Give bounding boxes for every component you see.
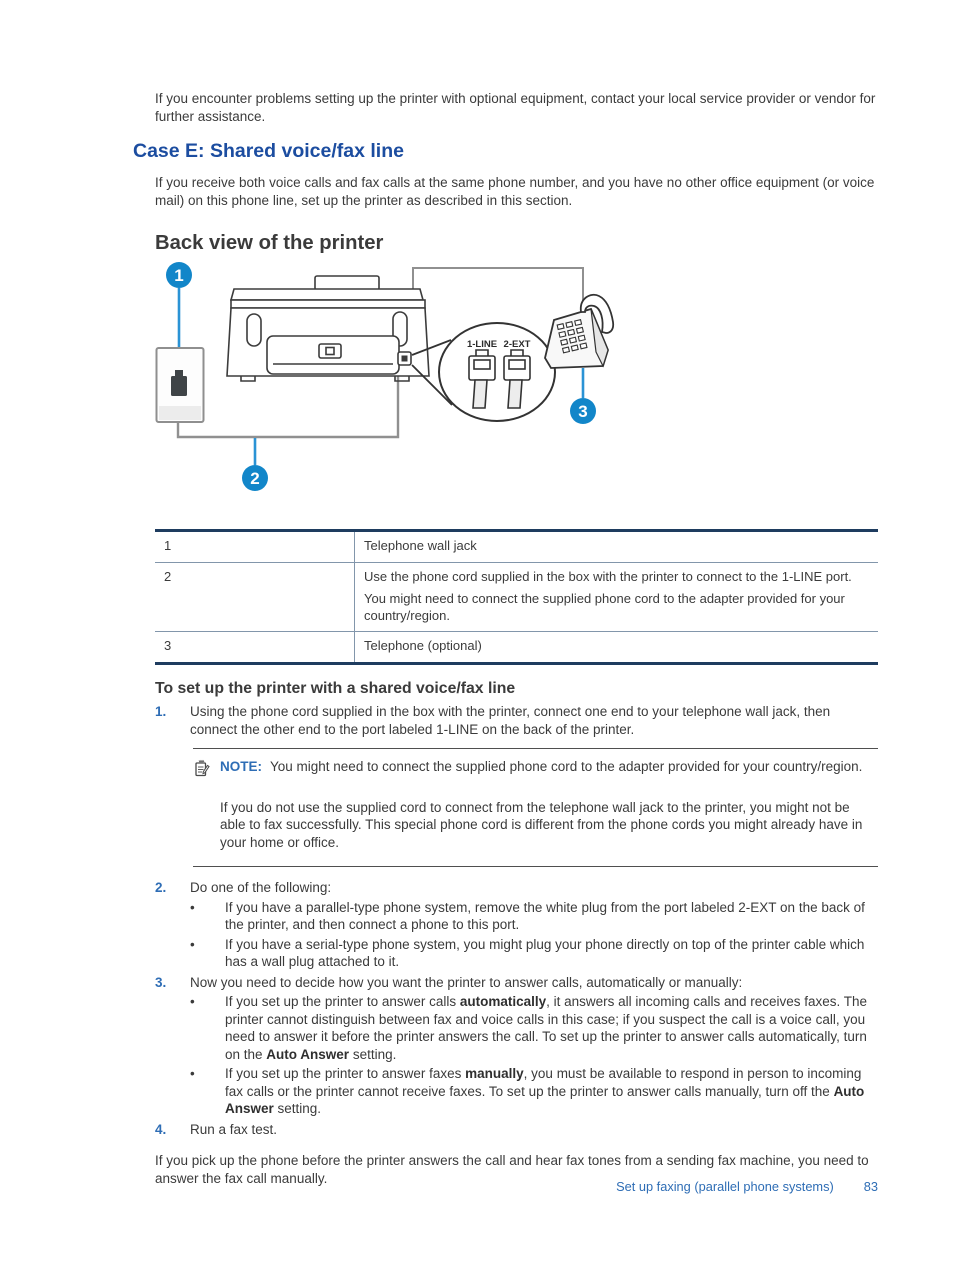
bullet-text: If you set up the printer to answer faxes manually, you must be available to respond in person to incoming fax calls or the printer cannot receive faxes. To set up the printer to answer calls manually, turn off the Auto Answer setting. — [225, 1066, 865, 1116]
callout-3 — [570, 398, 596, 424]
step-2 — [155, 879, 878, 971]
bullet-item — [190, 1065, 878, 1118]
callout-3-label: 3 — [578, 401, 588, 421]
closing-paragraph: If you pick up the phone before the printer answers the call and hear fax tones from a sending fax machine, you need to answer the fax call manually. — [155, 1153, 869, 1186]
legend-num-cell: 2 — [155, 562, 355, 632]
step-number: 2. — [155, 880, 167, 895]
ports-callout-bubble — [412, 323, 555, 421]
back-view-figure — [155, 256, 878, 506]
note-label: NOTE: — [220, 759, 262, 774]
wall-jack-drawing — [157, 348, 204, 422]
step-text: Now you need to decide how you want the printer to answer calls, automatically or manually: — [190, 974, 743, 990]
callout-1-label: 1 — [174, 265, 184, 285]
step-number: 3. — [155, 974, 167, 990]
note-text — [220, 758, 878, 782]
callout-1 — [166, 262, 192, 288]
legend-desc-cell — [355, 632, 879, 664]
legend-num-cell: 3 — [155, 632, 355, 664]
bullet-glyph: • — [190, 936, 195, 952]
bullet-glyph: • — [190, 899, 195, 915]
legend-desc-cell — [355, 531, 879, 563]
note-icon — [194, 758, 220, 782]
bullet-text: If you have a parallel-type phone system, remove the white plug from the port labeled 2-EXT on the back of the printer, and then connect a phone to this port. — [225, 899, 865, 932]
port-label-1-line: 1-LINE — [466, 338, 498, 350]
printer-setup-diagram — [155, 256, 635, 501]
step-3 — [155, 974, 878, 1118]
bullet-text: If you set up the printer to answer calls automatically, it answers all incoming calls and receives faxes. The printer cannot distinguish between fax and voice calls in this case; if you suspect the call is a voice call, you need to answer it before the printer answers the call. To set up the printer to answer calls automatically, turn on the Auto Answer setting. — [225, 994, 868, 1062]
section-intro-paragraph: If you receive both voice calls and fax calls at the same phone number, and you have no other office equipment (or voice mail) on this phone line, set up the printer as described in this section. — [155, 175, 875, 208]
legend-num-cell: 1 — [155, 531, 355, 563]
note-box — [193, 748, 878, 867]
page-footer — [133, 1178, 878, 1196]
bullet-item — [190, 936, 878, 971]
step-text: Do one of the following: — [190, 880, 332, 895]
figure-heading: Back view of the printer — [155, 232, 384, 254]
note-extra-paragraph: If you do not use the supplied cord to connect from the telephone wall jack to the printer, you might not be able to fax successfully. This special phone cord is different from the phone cords you might already have in your home or office. — [220, 799, 863, 850]
page-content — [133, 90, 878, 1187]
step-text: Run a fax test. — [190, 1121, 278, 1137]
bullet-text: If you have a serial-type phone system, you might plug your phone directly on top of the printer cable which has a wall plug attached to it. — [225, 936, 865, 969]
footer-page-number: 83 — [863, 1179, 878, 1194]
procedure-steps — [155, 703, 878, 1138]
callout-2-label: 2 — [250, 468, 260, 488]
telephone-drawing — [545, 294, 613, 367]
bullet-glyph: • — [190, 994, 195, 1009]
table-row — [155, 531, 878, 563]
bullet-glyph: • — [190, 1066, 195, 1081]
bullet-item — [190, 899, 878, 934]
legend-desc-text: You might need to connect the supplied phone cord to the adapter provided for your country/region. — [364, 591, 845, 623]
note-body: You might need to connect the supplied phone cord to the adapter provided for your country/region. — [270, 759, 863, 774]
step-number: 4. — [155, 1121, 167, 1137]
footer-chapter-title: Set up faxing (parallel phone systems) — [616, 1179, 834, 1194]
bullet-item — [190, 993, 878, 1063]
legend-desc-cell — [355, 562, 879, 632]
printer-drawing — [227, 276, 429, 381]
port-label-2-ext: 2-EXT — [503, 338, 531, 350]
procedure-heading: To set up the printer with a shared voice/fax line — [155, 679, 516, 697]
section-heading: Case E: Shared voice/fax line — [133, 140, 404, 162]
callout-2 — [242, 465, 268, 491]
table-row — [155, 632, 878, 664]
legend-desc-text: Telephone (optional) — [364, 638, 482, 653]
legend-desc-text: Telephone wall jack — [364, 538, 477, 553]
step-text: Using the phone cord supplied in the box with the printer, connect one end to your telephone wall jack, then connect the other end to the port labeled 1-LINE on the back of the printer. — [190, 704, 831, 737]
step-number: 1. — [155, 704, 167, 719]
step-1 — [155, 703, 878, 876]
wall-to-printer-cord — [178, 367, 398, 437]
intro-paragraph: If you encounter problems setting up the printer with optional equipment, contact your local service provider or vendor for further assistance. — [155, 91, 876, 124]
table-row — [155, 562, 878, 632]
legend-desc-text: Use the phone cord supplied in the box with the printer to connect to the 1-LINE port. — [364, 568, 852, 584]
step-4 — [155, 1121, 878, 1139]
legend-table — [155, 529, 878, 665]
